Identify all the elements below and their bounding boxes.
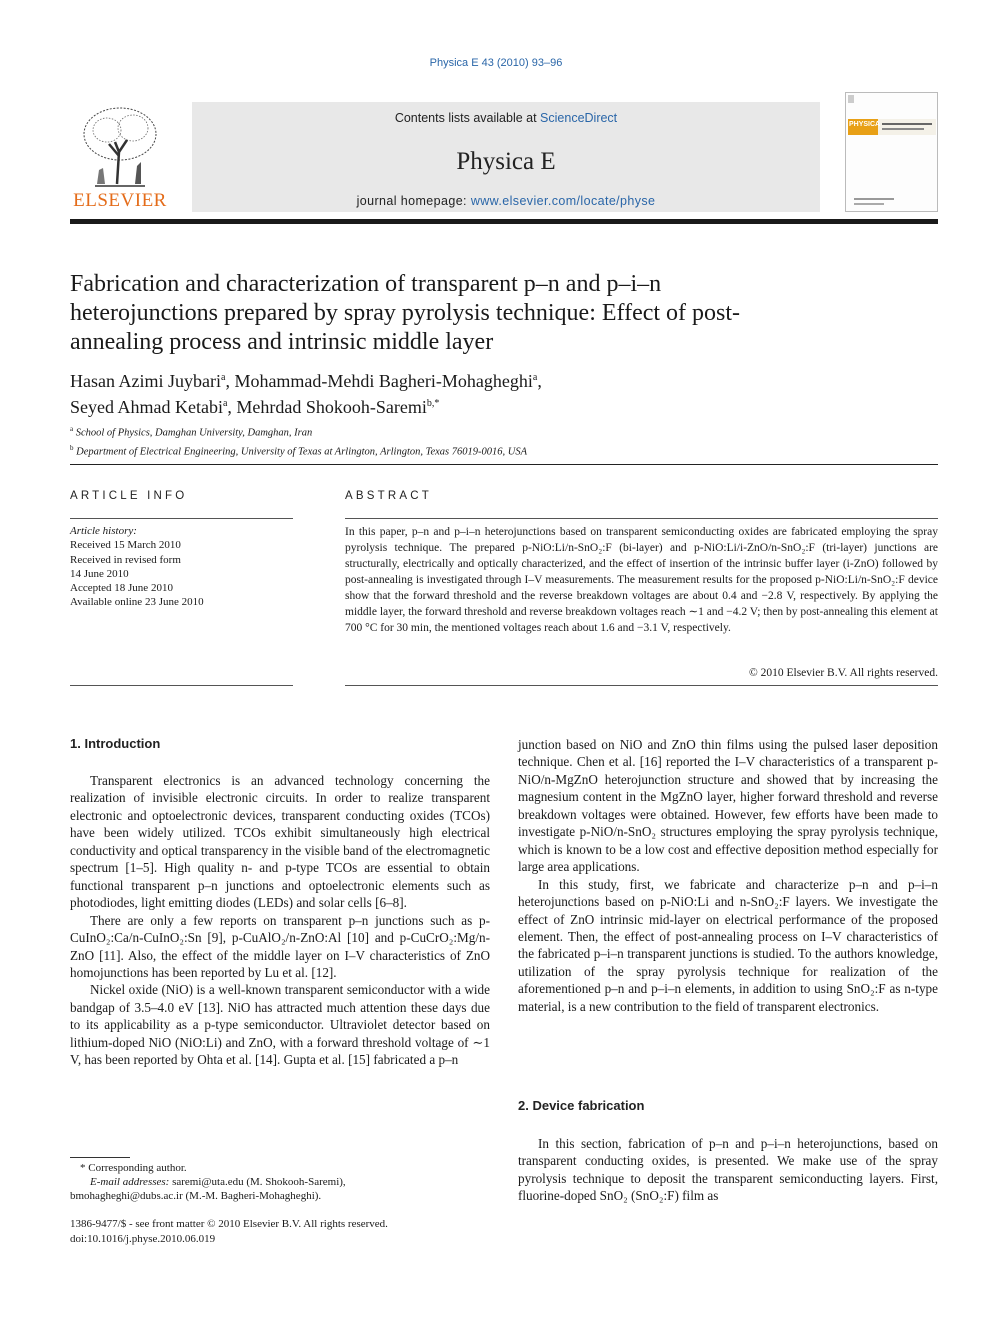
article-title: Fabrication and characterization of transparent p–n and p–i–n heterojunctions prepared by spray pyrolysis technique: Effect of post-annealing process and intrinsic middle layer [70,271,741,355]
author-line-1 [70,368,830,394]
author-affil-mark[interactable]: a [532,372,538,383]
device-paragraph-1: In this section, fabrication of p–n and p–i–n heterojunctions, based on transparent conducting oxides, is presented. We make use of the spray pyrolysis technique to deposit the transparent semiconducting layers. First, fluorine-doped SnO₂ (SnO₂:F) film as [518,1136,938,1204]
abstract-heading: ABSTRACT [345,490,432,502]
author-sep: , [227,397,237,417]
right-column-top [518,736,938,1015]
article-info-heading: ARTICLE INFO [70,490,188,502]
left-column [70,772,490,1069]
footnote-rule [70,1157,130,1158]
article-info-rule-bottom [70,685,293,686]
abstract-text: In this paper, p–n and p–i–n heterojunctions based on transparent semiconducting oxides are fabricated employing the spray pyrolysis technique. The prepared p-NiO:Li/n-SnO₂:F (bi-layer) and p-NiO:Li/i-ZnO/n-SnO₂:F (tri-layer) junctions are structurally, electrically and optically characterized, and the effect of insertion of the intrinsic buffer layer (i-ZnO) followed by post-annealing is investigated through I–V measurements. The measurement results for the proposed p-NiO:Li/n-SnO₂:F device show that the forward threshold and the reverse breakdown voltages are about 0.4 and −2.8 V, respectively. By applying the middle layer, the forward threshold and reverse breakdown voltages reach ∼1 and −4.2 V; then by post-annealing this element at 700 °C for 30 min, the mentioned voltages reach about 1.6 and −3.1 V, respectively. [345,526,938,634]
author-sep: , [225,371,235,391]
email-label: E-mail addresses: [90,1176,170,1188]
affiliations [70,422,870,459]
article-history [70,524,293,610]
affiliation-text: Department of Electrical Engineering, University of Texas at Arlington, Arlington, Texas 76019-0016, USA [76,446,528,457]
affiliation-text: School of Physics, Damghan University, Damghan, Iran [75,427,313,439]
author-name[interactable]: Hasan Azimi Juybari [70,371,221,391]
intro-paragraph-1: Transparent electronics is an advanced technology concerning the realization of invisible electronic circuits. In order to realize transparent electronic and optoelectronic devices, transparent conducting oxides (TCOs) have been widely utilized. TCOs exhibit simultaneously high electrical conductivity and optical transparency in the visible band of the electromagnetic spectrum [1–5]. High quality n- and p-type TCOs are essential to obtain functional transparent p–n junctions and optoelectronic elements such as photodiodes, light emitting diodes (LEDs) and solar cells [6–8]. [70,773,490,911]
journal-homepage [192,194,820,208]
intro-paragraph-4: junction based on NiO and ZnO thin films using the pulsed laser deposition technique. Chen et al. [16] reported the I–V characteristics of a transparent p-NiO/n-MgZnO heterojunction structure and showed that by increasing the magnesium content in the MgZnO layer, higher forward threshold and reverse breakdown voltages were obtained. However, few efforts have been made to investigate p-NiO/n-SnO₂ structures employing the spray pyrolysis technique, which is known to be a low cost and effective deposition method especially for large area applications. [518,737,938,875]
journal-banner [192,102,820,212]
cover-line [854,198,894,200]
history-item: Accepted 18 June 2010 [70,582,173,595]
affiliation-a [70,422,870,441]
homepage-link[interactable]: www.elsevier.com/locate/physe [470,194,656,208]
article-info-rule-top [70,518,293,519]
cover-line [882,123,932,125]
masthead [70,92,938,214]
intro-paragraph-3: Nickel oxide (NiO) is a well-known transparent semiconductor with a wide bandgap of 3.5–4.0 eV [13]. NiO has attracted much attention these days due to its applicability as a p-type semiconductor. Ultraviolet detector based on lithium-doped NiO (NiO:Li) and ZnO, with a forward threshold voltage of ∼1 V, has been reported by Ohta et al. [14]. Gupta et al. [15] fabricated a p–n [70,982,490,1068]
author-name[interactable]: Mehrdad Shokooh-Saremi [236,397,427,417]
homepage-prefix: journal homepage: [356,194,471,208]
cover-line [882,128,924,130]
elsevier-logo[interactable] [70,104,170,212]
cover-title: PHYSICA [849,121,881,128]
email-address[interactable]: saremi@uta.edu (M. Shokooh-Saremi), [172,1176,346,1188]
journal-citation[interactable]: Physica E 43 (2010) 93–96 [429,57,563,69]
affiliation-b [70,441,870,460]
author-name[interactable]: Seyed Ahmad Ketabi [70,397,223,417]
journal-cover-thumbnail[interactable] [845,92,938,212]
footnotes [70,1161,490,1203]
email-address[interactable]: bmohagheghi@dubs.ac.ir (M.-M. Bagheri-Mohagheghi). [70,1190,322,1202]
history-item: Received 15 March 2010 [70,539,181,552]
device-fabrication-heading: 2. Device fabrication [518,1098,645,1113]
journal-name: Physica E [456,148,556,175]
history-item: Received in revised form [70,553,181,566]
issn-block [70,1217,490,1246]
history-label: Article history: [70,525,137,537]
sciencedirect-link[interactable]: ScienceDirect [540,111,618,125]
author-name[interactable]: Mohammad-Mehdi Bagheri-Mohagheghi [234,371,533,391]
corresponding-author-note: * Corresponding author. [80,1162,187,1174]
header-rule [70,219,938,224]
issn-line: 1386-9477/$ - see front matter © 2010 Elsevier B.V. All rights reserved. [70,1218,388,1230]
abstract-rule-bottom [345,685,938,686]
cover-line [854,203,884,205]
author-affil-mark[interactable]: a [222,398,228,409]
affiliations-rule [70,464,938,465]
contents-line [192,111,820,125]
author-list [70,368,830,420]
abstract-copyright: © 2010 Elsevier B.V. All rights reserved. [749,667,938,679]
intro-paragraph-5: In this study, first, we fabricate and characterize p–n and p–i–n heterojunctions based on p-NiO:Li and n-SnO₂:F layers. We investigate the effect of ZnO intrinsic mid-layer on electrical performance of the proposed element. Then, the effect of post-annealing process on I–V characteristics of the fabricated p–i–n transparent junctions is studied. To the authors knowledge, utilization of the spray pyrolysis technique for realization of the aforementioned p–n and p–i–n elements, in addition to using SnO₂:F as n-type material, is a new contribution to the field of transparent electronics. [518,876,938,1014]
doi-link[interactable]: doi:10.1016/j.physe.2010.06.019 [70,1232,216,1245]
intro-paragraph-2: There are only a few reports on transparent p–n junctions such as p-CuInO₂:Ca/n-CuInO₂:Sn [9], p-CuAlO₂/n-ZnO:Al [10] and p-CuCrO₂:Mg/n-ZnO [11]. Also, the effect of the middle layer on I–V characteristics of ZnO homojunctions has been reported by Lu et al. [12]. [70,912,490,980]
introduction-heading: 1. Introduction [70,736,161,751]
author-sep: , [537,371,542,391]
right-column-bottom [518,1135,938,1205]
elsevier-tree-icon [75,104,165,190]
publisher-name: ELSEVIER [73,190,167,211]
cover-subtitle-band [878,119,936,135]
affiliation-mark: a [70,425,74,433]
cover-corner-mark [848,95,854,103]
author-affil-mark[interactable]: b,* [426,398,440,409]
history-item: 14 June 2010 [70,567,129,580]
contents-prefix: Contents lists available at [394,111,541,125]
author-line-2 [70,394,830,420]
author-affil-mark[interactable]: a [220,372,226,383]
email-line [70,1175,490,1189]
abstract-rule-top [345,518,938,519]
affiliation-mark: b [70,443,74,452]
history-item: Available online 23 June 2010 [70,596,204,609]
